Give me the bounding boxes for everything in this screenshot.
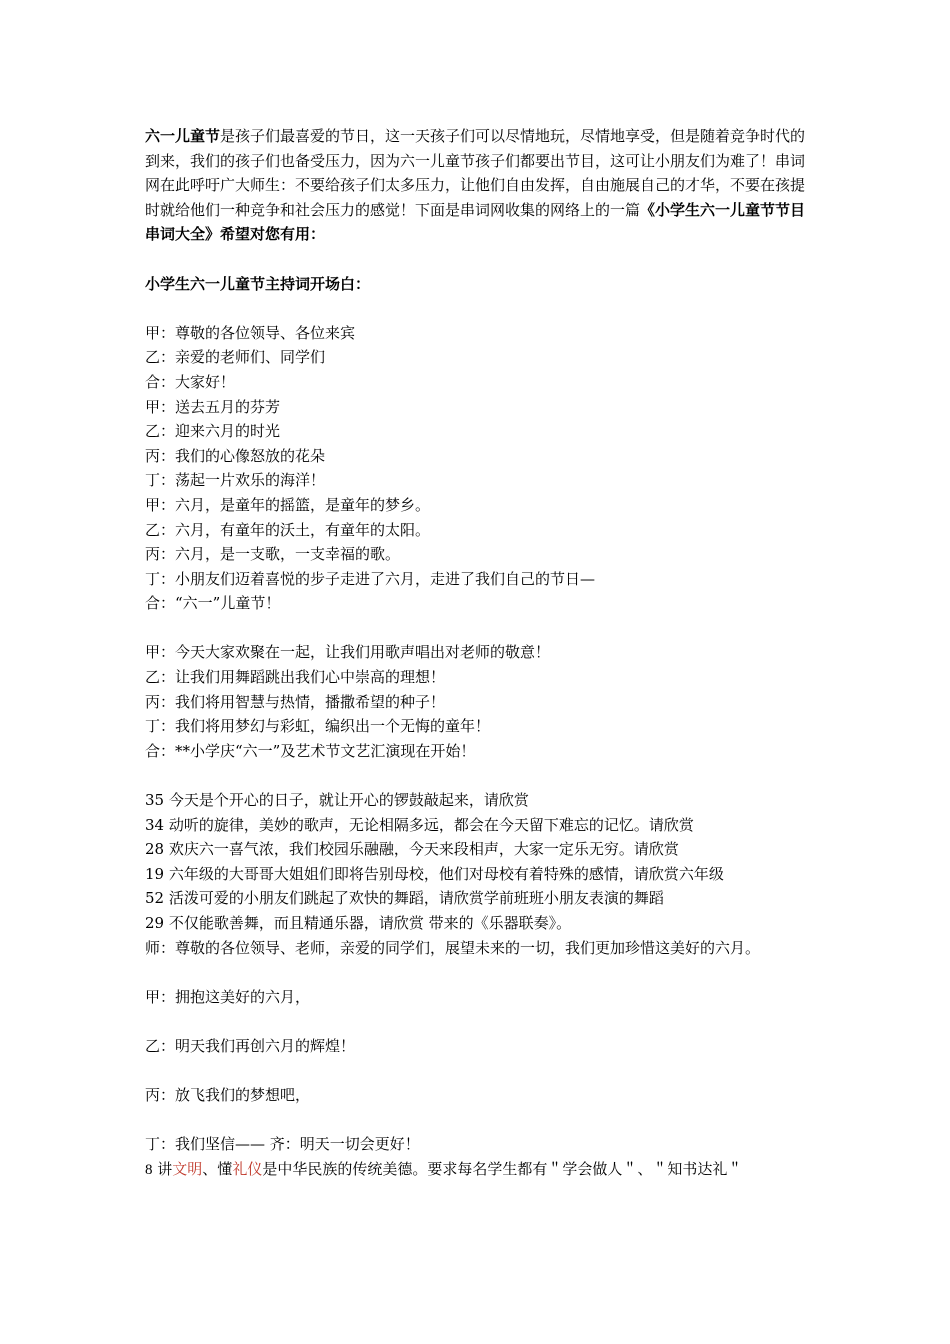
intro-bold-start: 六一儿童节 [145, 127, 221, 145]
intro-paragraph [145, 124, 810, 247]
etiquette-line [145, 1157, 810, 1183]
program-list [145, 788, 810, 960]
dialogue-line: 丙：六月，是一支歌，一支幸福的歌。 [145, 545, 401, 564]
document-body [145, 124, 810, 1183]
etiquette-text-2: 、懂 [202, 1159, 233, 1178]
spacer [145, 616, 810, 641]
closing-line-jia: 甲：拥抱这美好的六月， [145, 987, 311, 1006]
dialogue-line: 乙：亲爱的老师们、同学们 [145, 348, 326, 367]
section-heading: 小学生六一儿童节主持词开场白： [145, 274, 371, 293]
closing-line-bing: 丙：放飞我们的梦想吧， [145, 1086, 311, 1105]
spacer [145, 296, 810, 321]
spacer [145, 247, 810, 272]
dialogue-line: 合：大家好！ [145, 372, 236, 391]
spacer [145, 1108, 810, 1133]
program-line: 28 欢庆六一喜气浓，我们校园乐融融，今天来段相声，大家一定乐无穷。请欣赏 [145, 840, 679, 859]
dialogue-line: 合：“六一”儿童节！ [145, 594, 281, 613]
closing-line-yi: 乙：明天我们再创六月的辉煌！ [145, 1036, 356, 1055]
program-line: 34 动听的旋律，美妙的歌声，无论相隔多远，都会在今天留下难忘的记忆。请欣赏 [145, 815, 694, 834]
dialogue-line: 甲：六月，是童年的摇篮，是童年的梦乡。 [145, 495, 431, 514]
etiquette-number: 8 [145, 1161, 153, 1178]
dialogue-line: 合：**小学庆“六一”及艺术节文艺汇演现在开始！ [145, 741, 476, 760]
link-wenming[interactable]: 文明 [172, 1159, 203, 1178]
program-line: 35 今天是个开心的日子，就让开心的锣鼓敲起来，请欣赏 [145, 791, 529, 810]
link-liyi[interactable]: 礼仪 [232, 1159, 263, 1178]
dialogue-line: 丙：我们的心像怒放的花朵 [145, 446, 326, 465]
dialogue-line: 甲：今天大家欢聚在一起，让我们用歌声唱出对老师的敬意！ [145, 643, 551, 662]
closing-line-ding: 丁：我们坚信—— 齐：明天一切会更好！ [145, 1135, 420, 1154]
dialogue-line: 乙：六月，有童年的沃土，有童年的太阳。 [145, 520, 431, 539]
dialogue-line: 丁：荡起一片欢乐的海洋！ [145, 471, 326, 490]
intro-bold-end: 《小学生六一儿童节节目串词大全》希望对您有用： [145, 200, 806, 244]
spacer [145, 763, 810, 788]
dialogue-block-1 [145, 321, 810, 616]
spacer [145, 1009, 810, 1034]
dialogue-line: 丁：我们将用梦幻与彩虹，编织出一个无悔的童年！ [145, 717, 491, 736]
program-line: 29 不仅能歌善舞，而且精通乐器，请欣赏 带来的《乐器联奏》。 [145, 914, 572, 932]
dialogue-block-2 [145, 640, 810, 763]
dialogue-line: 乙：让我们用舞蹈跳出我们心中崇高的理想！ [145, 668, 446, 687]
program-line: 师：尊敬的各位领导、老师，亲爱的同学们，展望未来的一切，我们更加珍惜这美好的六月。 [145, 938, 761, 957]
dialogue-line: 丁：小朋友们迈着喜悦的步子走进了六月，走进了我们自己的节日— [145, 569, 596, 588]
intro-text: 是孩子们最喜爱的节日，这一天孩子们可以尽情地玩，尽情地享受，但是随着竞争时代的到来，我们的孩子们也备受压力，因为六一儿童节孩子们都要出节目，这可让小朋友们为难了！串词网在此呼吁广大师生：不要给孩子们太多压力，让他们自由发挥，自由施展自己的才华，不要在孩提时就给他们一种竞争和社会压力的感觉！下面是串词网收集的网络上的一篇 [145, 127, 806, 219]
program-line: 52 活泼可爱的小朋友们跳起了欢快的舞蹈，请欣赏学前班班小朋友表演的舞蹈 [145, 889, 664, 908]
dialogue-line: 甲：送去五月的芬芳 [145, 397, 281, 416]
dialogue-line: 甲：尊敬的各位领导、各位来宾 [145, 323, 356, 342]
spacer [145, 1059, 810, 1084]
etiquette-text-3: 是中华民族的传统美德。要求每名学生都有＂学会做人＂、＂知书达礼＂ [262, 1159, 743, 1178]
program-line: 19 六年级的大哥哥大姐姐们即将告别母校，他们对母校有着特殊的感情，请欣赏六年级 [145, 864, 724, 883]
etiquette-text-1: 讲 [152, 1159, 173, 1178]
dialogue-line: 乙：迎来六月的时光 [145, 422, 281, 441]
spacer [145, 960, 810, 985]
dialogue-line: 丙：我们将用智慧与热情，播撒希望的种子！ [145, 692, 446, 711]
